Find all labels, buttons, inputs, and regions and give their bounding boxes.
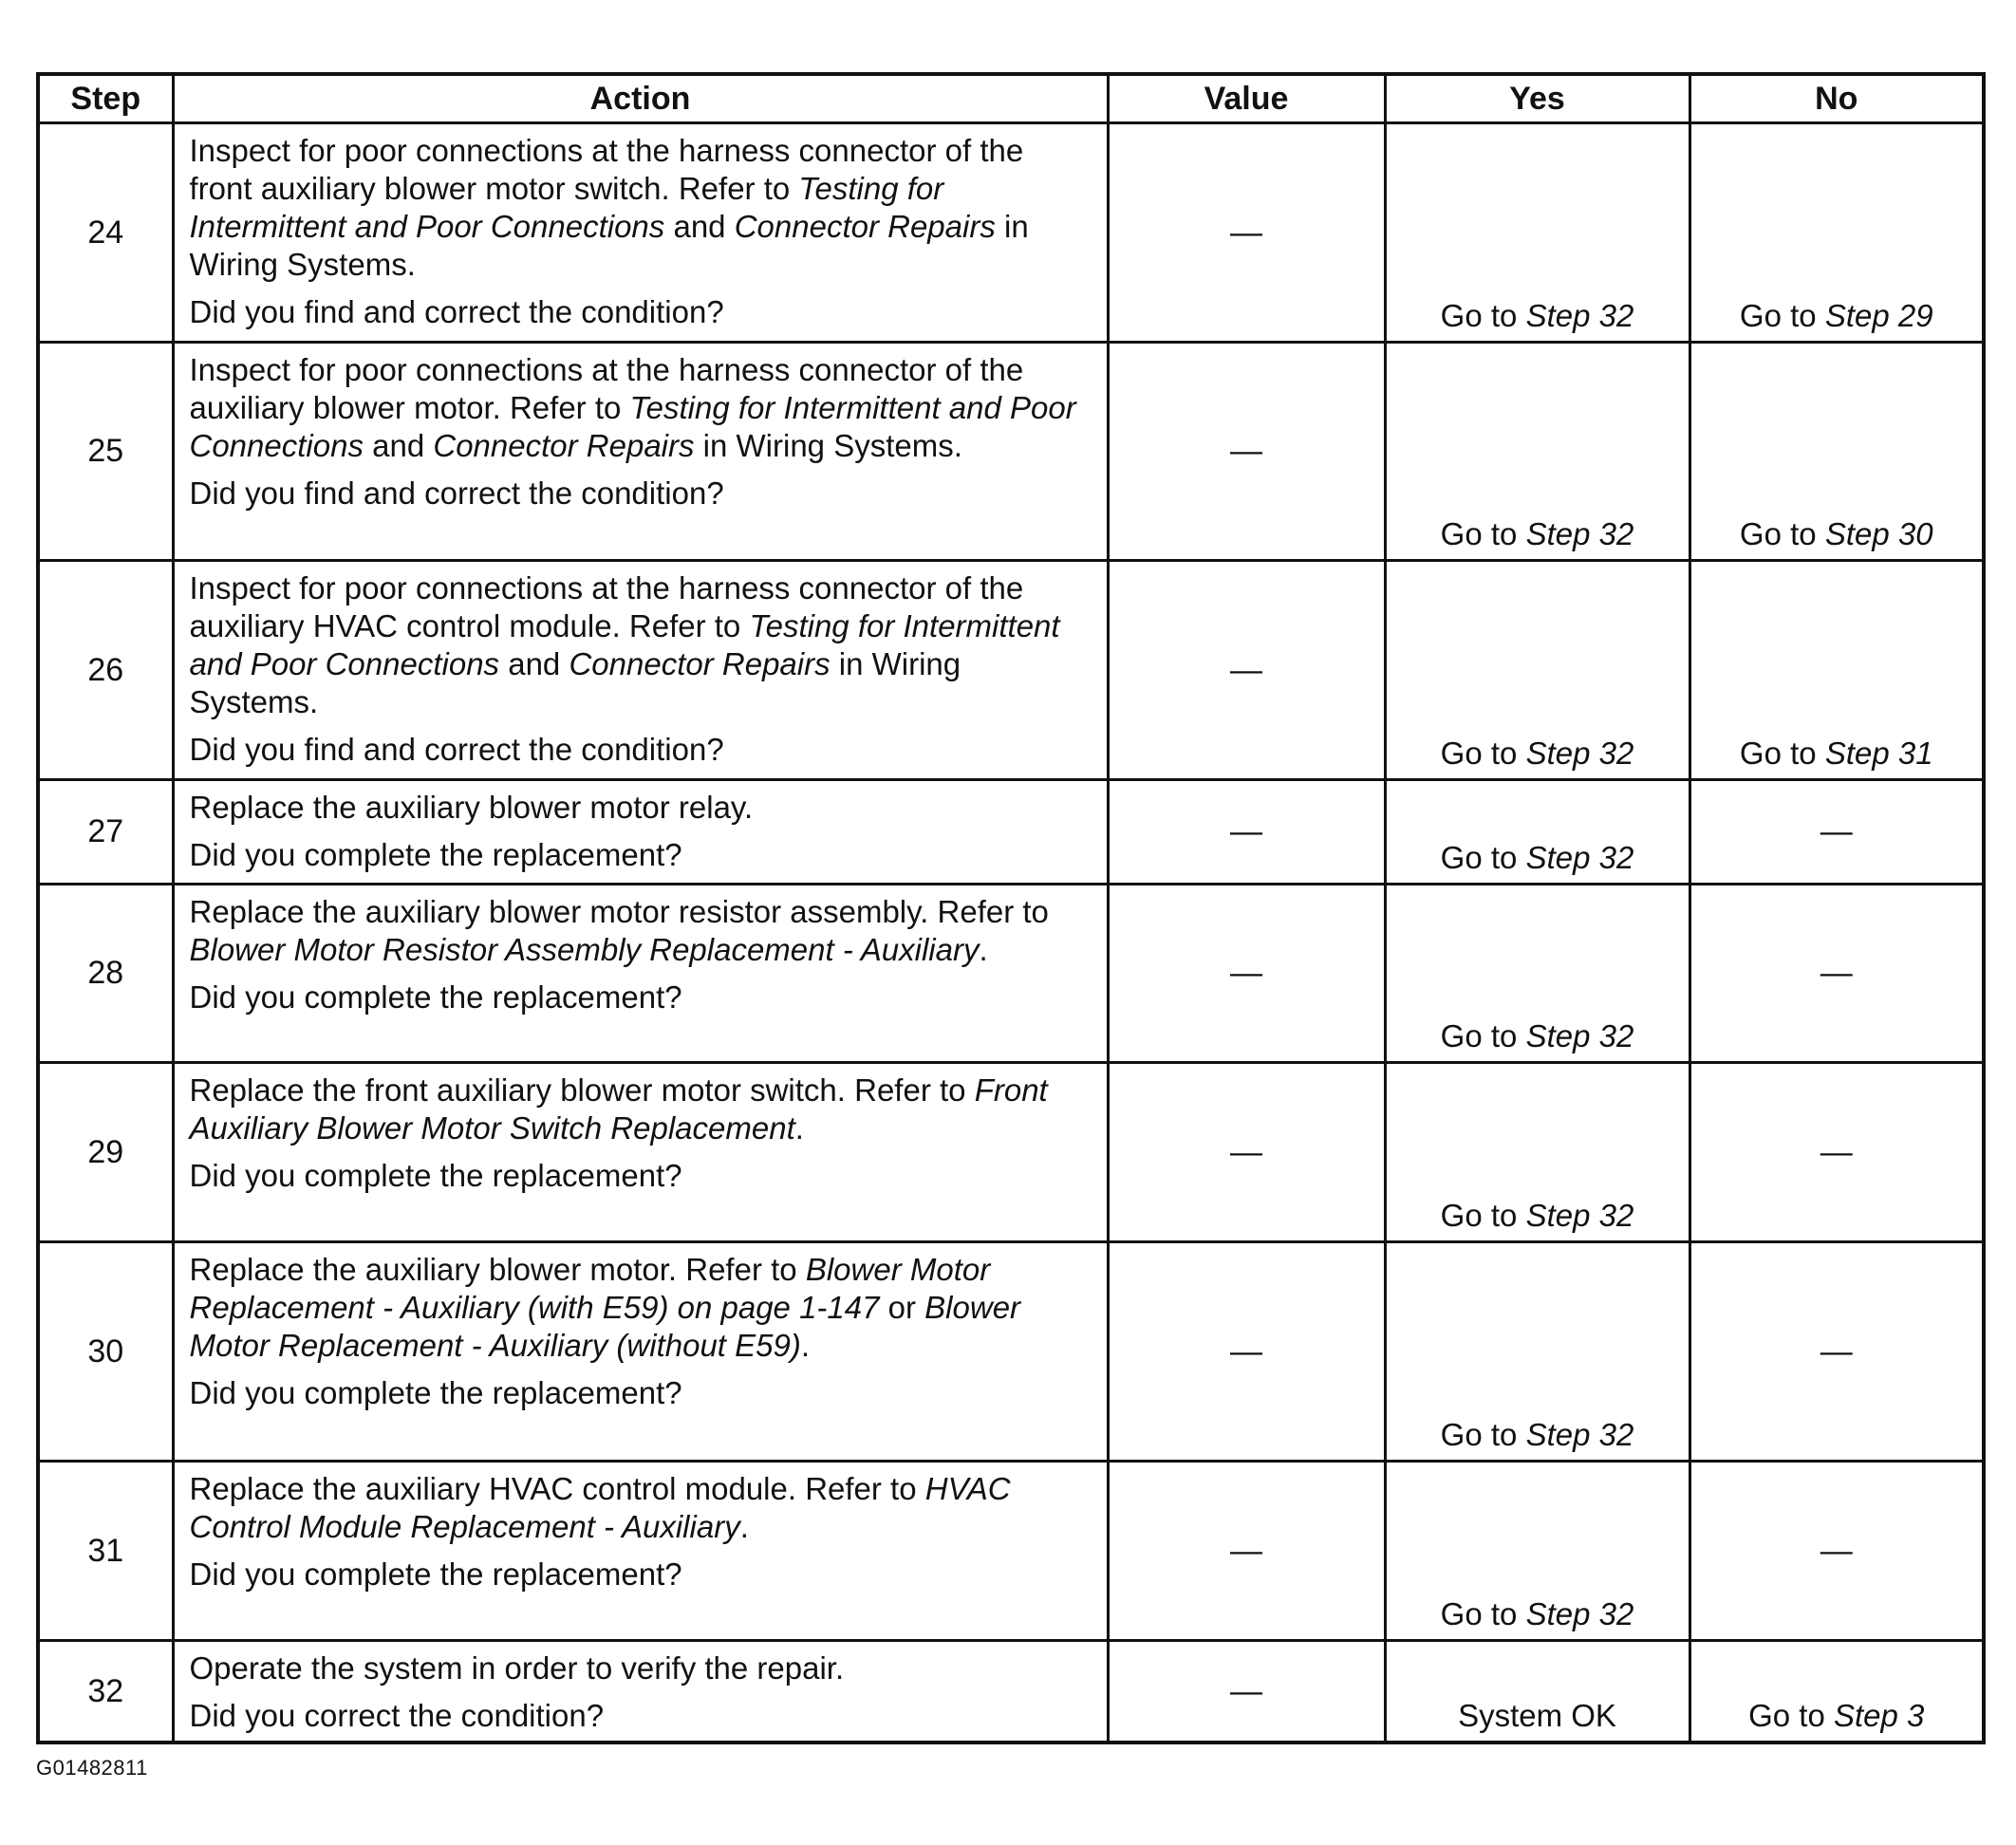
step-number: 27 [38,780,173,885]
yes-cell: Go to Step 32 [1385,343,1689,561]
header-step: Step [38,74,173,123]
action-question: Did you find and correct the condition? [189,294,724,329]
header-action: Action [173,74,1108,123]
no-cell: — [1689,1462,1984,1641]
reference-link: Connector Repairs [734,209,996,244]
figure-id: G01482811 [36,1756,148,1780]
action-cell [173,123,1108,343]
action-cell [173,1242,1108,1462]
yes-cell: System OK [1385,1641,1689,1743]
step-number: 26 [38,561,173,780]
no-cell: Go to Step 30 [1689,343,1984,561]
step-number: 28 [38,885,173,1063]
no-cell: — [1689,1242,1984,1462]
step-number: 32 [38,1641,173,1743]
table-row [38,561,1984,780]
action-instruction: Replace the front auxiliary blower motor switch. Refer to Front Auxiliary Blower Motor Switch Replacement. [189,1072,1048,1146]
no-cell: — [1689,1063,1984,1242]
action-question: Did you complete the replacement? [189,1158,682,1193]
action-cell [173,343,1108,561]
action-cell [173,1462,1108,1641]
value-cell: — [1108,123,1385,343]
table-row [38,343,1984,561]
reference-link: Blower Motor Replacement - Auxiliary (with E59) on page 1-147 [189,1252,991,1325]
table-row [38,885,1984,1063]
yes-cell: Go to Step 32 [1385,561,1689,780]
action-cell [173,1063,1108,1242]
reference-link: Testing for Intermittent and Poor Connections [189,608,1060,681]
reference-link: Testing for Intermittent and Poor Connections [189,171,944,244]
action-instruction: Replace the auxiliary HVAC control module. Refer to HVAC Control Module Replacement - Auxiliary. [189,1471,1011,1544]
value-cell: — [1108,343,1385,561]
yes-cell: Go to Step 32 [1385,885,1689,1063]
action-instruction: Inspect for poor connections at the harness connector of the front auxiliary blower motor switch. Refer to Testing for Intermittent and Poor Connections and Connector Repairs in Wiring Systems. [189,133,1029,282]
value-cell: — [1108,561,1385,780]
value-cell: — [1108,780,1385,885]
action-question: Did you correct the condition? [189,1698,605,1733]
action-cell [173,561,1108,780]
action-cell [173,1641,1108,1743]
action-cell [173,780,1108,885]
value-cell: — [1108,1242,1385,1462]
diagnostic-table-container [36,72,1982,1744]
no-cell: Go to Step 31 [1689,561,1984,780]
header-yes: Yes [1385,74,1689,123]
action-instruction: Operate the system in order to verify the repair. [189,1650,845,1686]
reference-link: Front Auxiliary Blower Motor Switch Replacement [189,1072,1048,1146]
value-cell: — [1108,1063,1385,1242]
step-number: 30 [38,1242,173,1462]
table-row [38,780,1984,885]
no-cell: Go to Step 3 [1689,1641,1984,1743]
yes-cell: Go to Step 32 [1385,1242,1689,1462]
step-number: 29 [38,1063,173,1242]
diagnostic-steps-table [36,72,1986,1744]
action-question: Did you find and correct the condition? [189,475,724,511]
table-row [38,1063,1984,1242]
value-cell: — [1108,1641,1385,1743]
yes-cell: Go to Step 32 [1385,123,1689,343]
action-question: Did you complete the replacement? [189,1556,682,1592]
yes-cell: Go to Step 32 [1385,1462,1689,1641]
action-question: Did you find and correct the condition? [189,732,724,767]
reference-link: Connector Repairs [569,646,831,681]
reference-link: Blower Motor Resistor Assembly Replacement - Auxiliary [189,932,980,967]
table-row [38,1242,1984,1462]
action-cell [173,885,1108,1063]
action-instruction: Replace the auxiliary blower motor relay. [189,790,754,825]
yes-cell: Go to Step 32 [1385,1063,1689,1242]
table-header-row [38,74,1984,123]
action-instruction: Replace the auxiliary blower motor. Refer to Blower Motor Replacement - Auxiliary (with E59) on page 1-147 or Blower Motor Replacement - Auxiliary (without E59). [189,1252,1021,1363]
action-question: Did you complete the replacement? [189,1375,682,1410]
action-instruction: Inspect for poor connections at the harness connector of the auxiliary HVAC control module. Refer to Testing for Intermittent and Poor Connections and Connector Repairs in Wiring Systems. [189,570,1060,719]
value-cell: — [1108,1462,1385,1641]
action-question: Did you complete the replacement? [189,979,682,1015]
action-question: Did you complete the replacement? [189,837,682,872]
action-instruction: Inspect for poor connections at the harness connector of the auxiliary blower motor. Refer to Testing for Intermittent and Poor Connections and Connector Repairs in Wiring Systems. [189,352,1076,463]
reference-link: Connector Repairs [433,428,695,463]
no-cell: — [1689,780,1984,885]
table-row [38,1462,1984,1641]
table-row [38,1641,1984,1743]
reference-link: Testing for Intermittent and Poor Connections [189,390,1076,463]
step-number: 25 [38,343,173,561]
reference-link: HVAC Control Module Replacement - Auxiliary [189,1471,1011,1544]
no-cell: Go to Step 29 [1689,123,1984,343]
action-instruction: Replace the auxiliary blower motor resistor assembly. Refer to Blower Motor Resistor Assembly Replacement - Auxiliary. [189,894,1049,967]
no-cell: — [1689,885,1984,1063]
header-value: Value [1108,74,1385,123]
table-row [38,123,1984,343]
step-number: 24 [38,123,173,343]
reference-link: Blower Motor Replacement - Auxiliary (without E59) [189,1290,1021,1363]
step-number: 31 [38,1462,173,1641]
value-cell: — [1108,885,1385,1063]
yes-cell: Go to Step 32 [1385,780,1689,885]
header-no: No [1689,74,1984,123]
